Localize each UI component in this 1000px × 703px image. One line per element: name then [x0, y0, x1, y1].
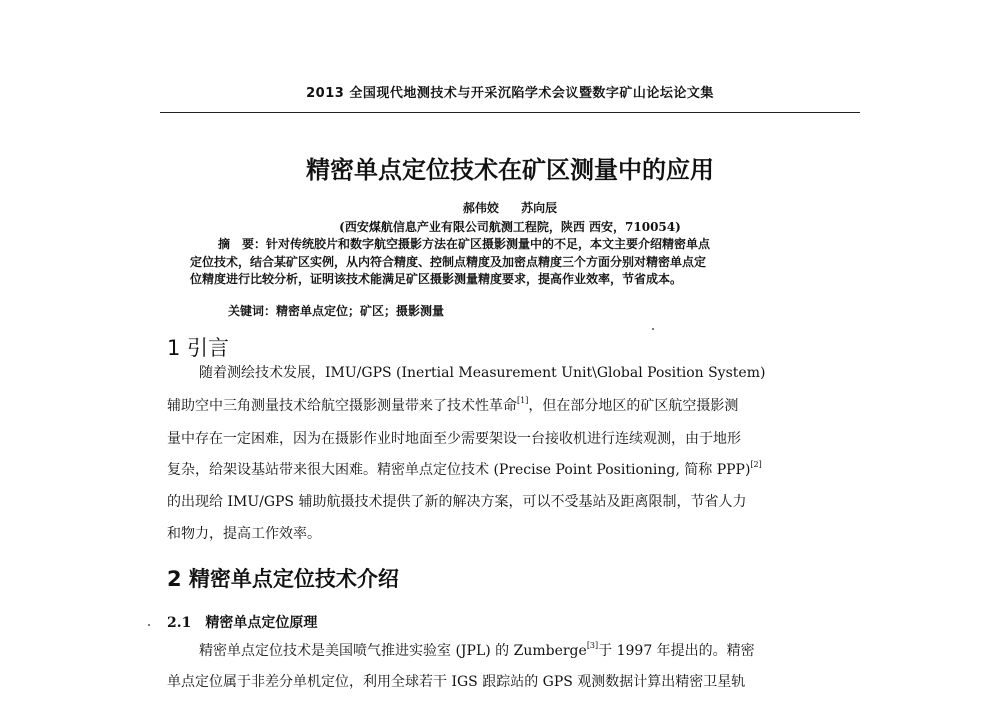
scan-speck [148, 624, 150, 626]
affiliation: (西安煤航信息产业有限公司航测工程院，陕西 西安，710054) [339, 220, 681, 234]
header-rule [160, 112, 860, 113]
citation-ref: [1] [517, 396, 529, 405]
section-1-line [167, 396, 837, 416]
section-1-text: 辅助空中三角测量技术给航空摄影测量带来了技术性革命 [167, 398, 517, 414]
citation-ref: [2] [750, 460, 762, 469]
abstract-label: 摘 要： [218, 237, 267, 251]
keywords-label: 关键词： [228, 304, 277, 318]
running-head: 2013 全国现代地测技术与开采沉陷学术会议暨数字矿山论坛论文集 [306, 86, 714, 101]
citation-ref: [3] [586, 641, 599, 650]
abstract-line: 位精度进行比较分析，证明该技术能满足矿区摄影测量精度要求，提高作业效率，节省成本。 [190, 272, 683, 286]
section-1-heading: 1 引言 [167, 336, 230, 360]
paper-title: 精密单点定位技术在矿区测量中的应用 [306, 156, 714, 184]
section-2-line [167, 641, 837, 661]
section-1-line: 量中存在一定困难，因为在摄影作业时地面至少需要架设一台接收机进行连续观测，由于地形 [167, 431, 741, 447]
keywords-text: 精密单点定位；矿区；摄影测量 [276, 304, 445, 318]
section-1-line: 和物力，提高工作效率。 [167, 526, 321, 542]
section-2-heading: 2 精密单点定位技术介绍 [167, 567, 399, 591]
section-1-line [167, 460, 837, 480]
subsection-2-1-heading: 2.1 精密单点定位原理 [167, 615, 318, 631]
scan-speck [652, 328, 654, 330]
section-2-text: 精密单点定位技术是美国喷气推进实验室 (JPL) 的 Zumberge [199, 643, 587, 659]
authors [160, 199, 860, 216]
abstract-line: 定位技术，结合某矿区实例，从内符合精度、控制点精度及加密点精度三个方面分别对精密单点定 [190, 254, 707, 269]
section-1-text: ，但在部分地区的矿区航空摄影测 [528, 398, 739, 414]
section-2-text: 于 1997 年提出的。精密 [598, 643, 755, 659]
author-2: 苏向辰 [521, 201, 558, 215]
abstract [190, 236, 810, 289]
section-1-text: 复杂，给架设基站带来很大困难。精密单点定位技术 (Precise Point Positioning, 简称 PPP) [167, 462, 751, 478]
section-1-line: 随着测绘技术发展，IMU/GPS (Inertial Measurement Unit\Global Position System) [199, 365, 766, 381]
section-1-line: 的出现给 IMU/GPS 辅助航摄技术提供了新的解决方案，可以不受基站及距离限制，节省人力 [167, 494, 747, 510]
abstract-line [190, 236, 810, 254]
section-2-line: 单点定位属于非差分单机定位，利用全球若干 IGS 跟踪站的 GPS 观测数据计算出精密卫星轨 [167, 674, 746, 690]
keywords [228, 302, 444, 319]
abstract-text: 针对传统胶片和数字航空摄影方法在矿区摄影测量中的不足，本文主要介绍精密单点 [266, 237, 711, 251]
author-1: 郝伟姣 [462, 201, 499, 215]
